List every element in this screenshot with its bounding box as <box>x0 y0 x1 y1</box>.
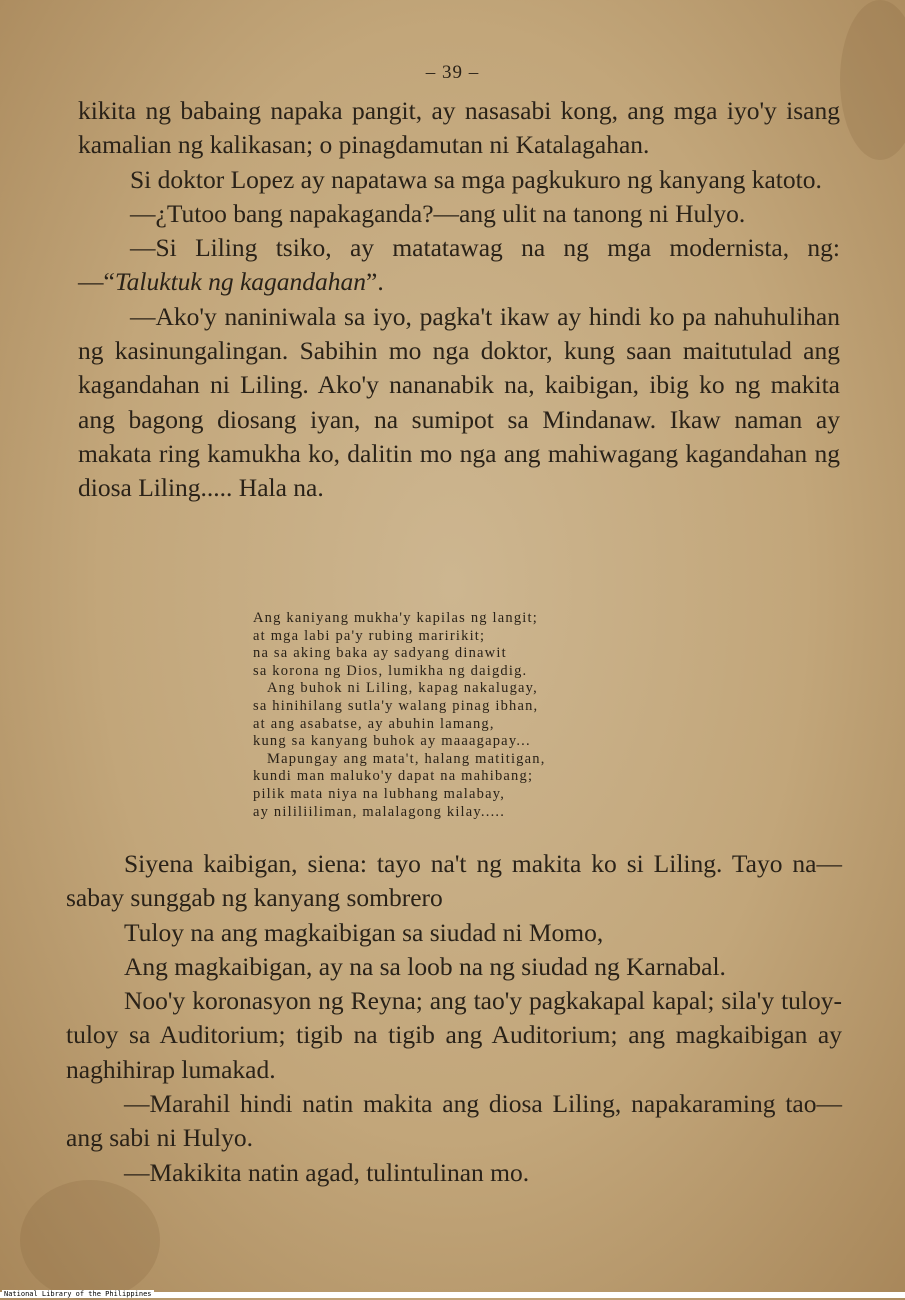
poem-line: Mapungay ang mata't, halang matitigan, <box>267 750 546 767</box>
paragraph: Ang magkaibigan, ay na sa loob na ng siudad ng Karnabal. <box>124 951 726 981</box>
paragraph-text: ”. <box>366 267 384 297</box>
poem-line: Ang kaniyang mukha'y kapilas ng langit; <box>253 610 538 626</box>
paragraph: Tuloy na ang magkaibigan sa siudad ni Momo, <box>124 917 604 947</box>
poem-line: sa korona ng Dios, lumikha ng daigdig. <box>253 662 528 679</box>
poem-line: ay nililiiliman, malalagong kilay..... <box>253 803 506 820</box>
poem-line: at ang asabatse, ay abuhin lamang, <box>253 715 495 732</box>
poem-line: at mga labi pa'y rubing maririkit; <box>253 627 486 644</box>
page-number: – 39 – <box>425 62 480 83</box>
page-stain <box>20 1180 160 1300</box>
poem-line: Ang buhok ni Liling, kapag nakalugay, <box>267 680 538 697</box>
body-text-bottom <box>66 847 842 1190</box>
poem <box>253 610 693 821</box>
footer-credit: National Library of the Philippines <box>4 1290 152 1298</box>
paragraph: —Makikita natin agad, tulintulinan mo. <box>124 1157 530 1187</box>
paragraph-text: —Si Liling tsiko, ay matatawag na ng mga modernista, ng:—“ <box>78 233 840 297</box>
paragraph: —Marahil hindi natin makita ang diosa Liling, napakaraming tao—ang sabi ni Hulyo. <box>66 1089 842 1153</box>
paragraph: —¿Tutoo bang napakaganda?—ang ulit na tanong ni Hulyo. <box>130 198 746 228</box>
poem-line: pilik mata niya na lubhang malabay, <box>253 785 506 802</box>
paragraph: Noo'y koronasyon ng Reyna; ang tao'y pagkakapal kapal; sila'y tuloy-tuloy sa Auditorium; tigib na tigib ang Auditorium; ang magkaibigan ay naghihirap lumakad. <box>66 986 842 1084</box>
poem-line: kundi man maluko'y dapat na mahibang; <box>253 768 534 785</box>
paragraph: kikita ng babaing napaka pangit, ay nasasabi kong, ang mga iyo'y isang kamalian ng kalikasan; o pinagdamutan ni Katalagahan. <box>78 96 840 160</box>
italic-phrase: Taluktuk ng kagandahan <box>114 267 367 297</box>
paragraph: Si doktor Lopez ay napatawa sa mga pagkukuro ng kanyang katoto. <box>130 164 822 194</box>
poem-line: sa hinihilang sutla'y walang pinag ibhan, <box>253 697 539 714</box>
paragraph: —Ako'y naniniwala sa iyo, pagka't ikaw ay hindi ko pa nahuhulihan ng kasinungalingan. Sabihin mo nga doktor, kung saan maitutulad ang kagandahan ni Liling. Ako'y nananabik na, kaibigan, ibig ko ng makita ang bagong diosang iyan, na sumipot sa Mindanaw. Ikaw naman ay makata ring kamukha ko, dalitin mo nga ang mahiwagang kagandahan ng diosa Liling..... Hala na. <box>78 301 840 503</box>
poem-line: kung sa kanyang buhok ay maaagapay... <box>253 733 531 750</box>
paragraph <box>78 231 840 300</box>
poem-line: na sa aking baka ay sadyang dinawit <box>253 645 507 662</box>
paragraph: Siyena kaibigan, siena: tayo na't ng makita ko si Liling. Tayo na—sabay sunggab ng kanyang sombrero <box>66 849 842 913</box>
body-text-top <box>78 94 840 506</box>
